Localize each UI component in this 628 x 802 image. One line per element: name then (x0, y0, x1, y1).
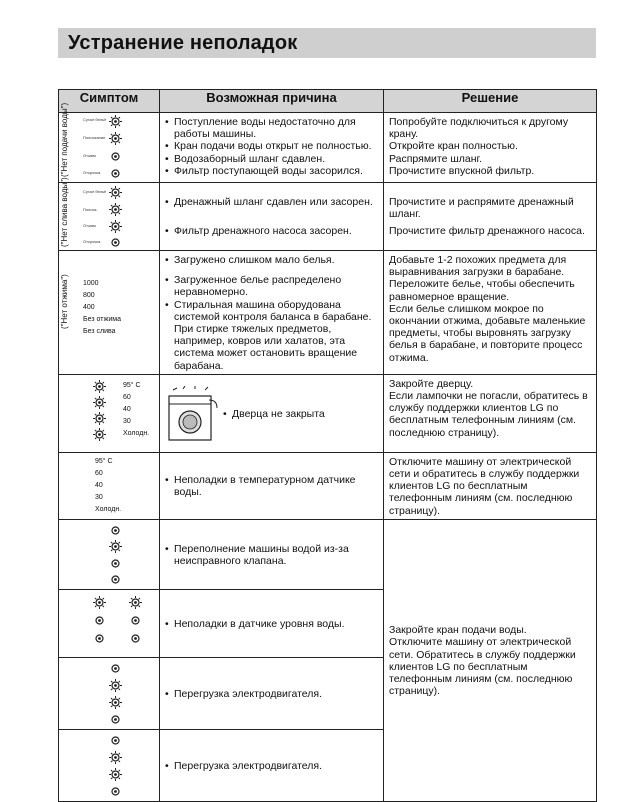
blinking-led-icon (109, 186, 122, 199)
symptom-cell (59, 452, 160, 519)
solution-cell (384, 251, 597, 375)
cause-cell: • Поступление воды недостаточно для работы машины. • Кран подачи воды открыт не полностью. • Водозаборный шланг сдавлен. • Фильтр поступающей воды засорился. (160, 113, 384, 183)
temp-40: 40 (95, 481, 103, 489)
blinking-led-icon (129, 596, 142, 609)
cause-text: Дренажный шланг сдавлен или засорен. (174, 196, 373, 208)
solution-text: Если лампочки не погасли, обратитесь в службу поддержки клиентов LG по бесплатным телефонным линиям (см. последнюю страницу). (389, 390, 588, 439)
blinking-led-icon (93, 380, 106, 393)
cause-text: Перегрузка электродвигателя. (174, 687, 323, 700)
symptom-cell (59, 589, 160, 657)
table-row (59, 374, 597, 452)
header-cause: Возможная причина (160, 90, 384, 113)
cause-text: Фильтр дренажного насоса засорен. (174, 225, 352, 238)
solution-text: Закройте кран подачи воды. (389, 624, 527, 637)
led-icon (109, 236, 122, 249)
cause-text: Дверца не закрыта (232, 407, 325, 420)
solution-text: Попробуйте подключиться к другому крану. (389, 116, 569, 141)
led-label: Отжим (83, 153, 96, 158)
solution-text: Переложите белье, чтобы обеспечить равномерное вращение. (389, 278, 575, 303)
cause-cell: • Переполнение машины водой из-за неисправного клапана. (160, 519, 384, 589)
symptom-cell (59, 657, 160, 729)
temp-30: 30 (95, 493, 103, 501)
led-label: Полоск. (83, 207, 98, 212)
temp-cold: Холодн. (123, 429, 150, 437)
blinking-led-icon (109, 679, 122, 692)
solution-cell (384, 183, 597, 251)
blinking-led-icon (109, 132, 122, 145)
cause-cell: • Неполадки в датчике уровня воды. (160, 589, 384, 657)
solution-text: Отключите машину от электрической сети. Обратитесь в службу поддержки клиентов LG по бесплатным телефонным линиям (см. последнюю страницу). (389, 636, 576, 698)
led-icon (109, 734, 122, 747)
led-label: Сухое бельё (83, 117, 107, 122)
symptom-cell (59, 729, 160, 801)
blinking-led-icon (109, 751, 122, 764)
led-label: Сухое бельё (83, 189, 107, 194)
troubleshooting-table (58, 89, 597, 802)
solution-text: Отключите машину от электрической сети и обратитесь в службу поддержки клиентов LG по бесплатным телефонным линиям (см. последнюю страницу). (389, 455, 580, 517)
cause-text: Поступление воды недостаточно для работы машины. (174, 116, 356, 141)
table-row (59, 183, 597, 251)
cause-text: Водозаборный шланг сдавлен. (174, 152, 326, 165)
temp-40: 40 (123, 405, 131, 413)
table-row (59, 452, 597, 519)
spin-no-drain: Без слива (83, 328, 116, 335)
washing-machine-open-door-icon (165, 386, 219, 442)
header-solution: Решение (384, 90, 597, 113)
symptom-label: ("Нет слива воды") (60, 177, 69, 247)
led-label: Полоскание (83, 135, 106, 140)
solution-text: Добавьте 1-2 похожих предмета для выравнивания загрузки в барабане. (389, 254, 567, 279)
symptom-cell (59, 374, 160, 452)
led-icon (109, 573, 122, 586)
cause-cell: • Неполадки в температурном датчике воды. (160, 452, 384, 519)
solution-cell (384, 113, 597, 183)
blinking-led-icon (109, 220, 122, 233)
solution-cell-shared (384, 519, 597, 801)
spin-1000: 1000 (83, 280, 99, 287)
spin-800: 800 (83, 292, 95, 299)
symptom-cell (59, 519, 160, 589)
symptom-label: ("Нет отжима") (60, 274, 69, 329)
symptom-cell (59, 177, 160, 251)
blinking-led-icon (109, 115, 122, 128)
cause-cell: • Загружено слишком мало белья. • Загруженное белье распределено неравномерно. • Стиральная машина оборудована системой контроля баланса в барабане. При стирке тяжелых предметов, например, ковров или халатов, эта система может остановить вращение барабана. (160, 251, 384, 375)
solution-text: Закройте дверцу. (389, 377, 474, 390)
blinking-led-icon (93, 428, 106, 441)
page-title: Устранение неполадок (68, 32, 298, 54)
solution-text: Распрямите шланг. (389, 152, 483, 165)
spin-no-spin: Без отжима (83, 316, 121, 323)
header-row (59, 90, 597, 113)
led-icon (109, 150, 122, 163)
temp-30: 30 (123, 417, 131, 425)
cause-text: Фильтр поступающей воды засорился. (174, 164, 363, 177)
cause-cell: • Дренажный шланг сдавлен или засорен. • Фильтр дренажного насоса засорен. (160, 183, 384, 251)
solution-text: Откройте кран полностью. (389, 140, 518, 153)
led-icon (109, 785, 122, 798)
temp-60: 60 (123, 393, 131, 401)
blinking-led-icon (109, 768, 122, 781)
header-symptom: Симптом (59, 90, 160, 113)
led-icon (93, 614, 106, 627)
solution-cell (384, 374, 597, 452)
led-label: Отжим (83, 223, 96, 228)
symptom-label: ("Нет подачи воды") (60, 102, 69, 177)
blinking-led-icon (93, 412, 106, 425)
cause-cell: • Перегрузка электродвигателя. (160, 729, 384, 801)
blinking-led-icon (109, 540, 122, 553)
cause-text: Неполадки в температурном датчике воды. (174, 474, 356, 499)
cause-text: Загруженное белье распределено неравномерно. (174, 274, 342, 299)
led-icon (109, 524, 122, 537)
symptom-cell (59, 251, 160, 375)
led-icon (109, 662, 122, 675)
table-row (59, 251, 597, 375)
solution-text: Прочистите впускной фильтр. (389, 164, 535, 177)
cause-text: Кран подачи воды открыт не полностью. (174, 140, 372, 153)
table-row (59, 113, 597, 183)
led-icon (109, 557, 122, 570)
led-icon (109, 167, 122, 180)
temp-60: 60 (95, 469, 103, 477)
blinking-led-icon (93, 596, 106, 609)
led-icon (93, 632, 106, 645)
blinking-led-icon (109, 203, 122, 216)
cause-cell: • Дверца не закрыта (160, 374, 384, 452)
temp-95: 95° С (123, 381, 141, 389)
temp-cold: Холодн. (95, 505, 122, 513)
led-icon (109, 713, 122, 726)
blinking-led-icon (109, 696, 122, 709)
cause-text: Загружено слишком мало белья. (174, 254, 335, 266)
cause-text: Переполнение машины водой из-за неисправного клапана. (174, 542, 349, 567)
led-icon (129, 614, 142, 627)
cause-text: Неполадки в датчике уровня воды. (174, 617, 345, 630)
spin-400: 400 (83, 304, 95, 311)
solution-text: Прочистите и распрямите дренажный шланг. (389, 196, 574, 221)
symptom-cell (59, 102, 160, 183)
blinking-led-icon (93, 396, 106, 409)
led-label: Отсрочка (83, 170, 101, 175)
cause-text: Стиральная машина оборудована системой контроля баланса в барабане. При стирке тяжелых предметов, например, ковров или халатов, эта система может остановить вращение барабана. (174, 298, 372, 372)
solution-text: Если белье слишком мокрое по окончании отжима, добавьте маленькие предметы, чтобы выровнять загрузку белья в барабане, и повторите процесс отжима. (389, 302, 586, 364)
table-row (59, 519, 597, 589)
title-bar (58, 28, 596, 58)
solution-text: Прочистите фильтр дренажного насоса. (389, 225, 585, 238)
temp-95: 95° С (95, 457, 113, 465)
led-label: Отсрочка (83, 239, 101, 244)
led-icon (129, 632, 142, 645)
cause-cell: • Перегрузка электродвигателя. (160, 657, 384, 729)
cause-text: Перегрузка электродвигателя. (174, 759, 323, 772)
solution-cell (384, 452, 597, 519)
